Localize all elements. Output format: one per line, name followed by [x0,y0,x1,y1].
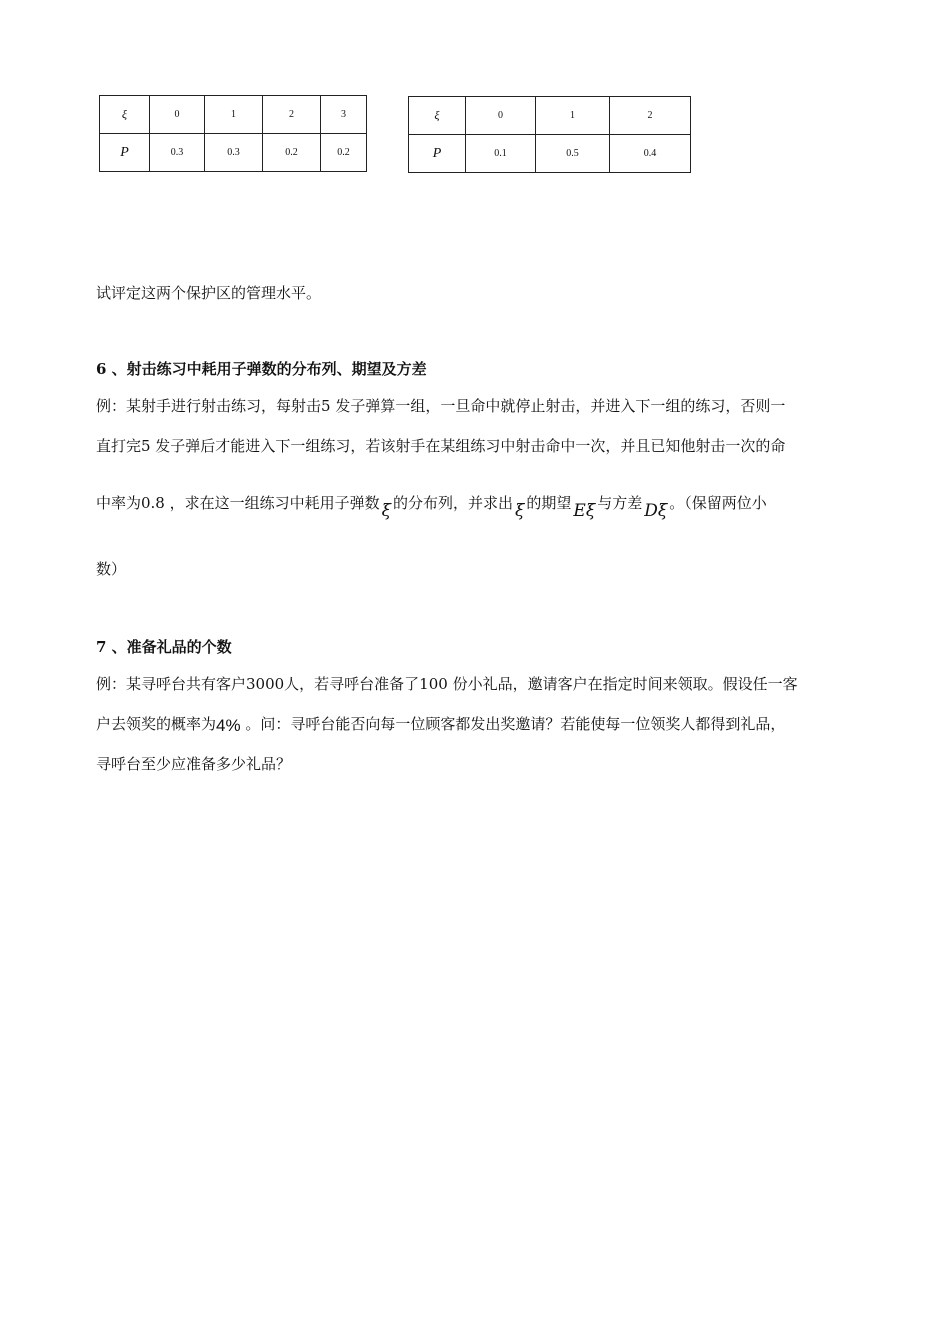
variance-symbol: Dξ [644,501,668,521]
table-row-p [100,134,367,172]
distribution-table-2 [408,96,691,173]
table-cell: 1 [205,96,263,134]
evaluate-sentence: 试评定这两个保护区的管理水平。 [96,284,322,302]
text-segment: 与方差 [597,494,643,512]
table-row-xi [409,97,691,135]
table-row-p [409,135,691,173]
xi-symbol: ξ [515,501,525,521]
table-cell: 0.1 [466,135,536,173]
table-cell: 2 [263,96,321,134]
section-6-line-1: 例：某射手进行射击练习，每射击5 发子弹算一组，一旦命中就停止射击，并进入下一组的练习，否则一 [96,397,786,415]
table-cell: 2 [610,97,691,135]
table-cell: 0.4 [610,135,691,173]
table-cell-p-label: P [100,134,150,172]
text-segment: 中率为0.8 ，求在这一组练习中耗用子弹数 [96,494,380,512]
table-cell: 3 [321,96,367,134]
xi-symbol: ξ [381,501,391,521]
table-cell: 0.5 [536,135,610,173]
section-7-line-3: 寻呼台至少应准备多少礼品？ [96,755,292,773]
percentage-value: 4% [216,716,241,735]
table-cell-p-label: P [409,135,466,173]
section-6-line-2: 直打完5 发子弹后才能进入下一组练习，若该射手在某组练习中射击命中一次，并且已知他射击一次的命 [96,437,786,455]
table-row-xi [100,96,367,134]
section-6-line-4: 数） [96,560,127,578]
section-6-title: 6 、射击练习中耗用子弹数的分布列、期望及方差 [96,360,427,378]
table-cell-xi-label: ξ [409,97,466,135]
expectation-symbol: Eξ [573,501,596,521]
section-6-line-3 [96,493,767,521]
section-7-line-1: 例：某寻呼台共有客户3000人，若寻呼台准备了100 份小礼品，邀请客户在指定时间来领取。假设任一客 [96,675,798,693]
table-cell: 1 [536,97,610,135]
section-7-line-2 [96,714,785,734]
text-segment: 。（保留两位小 [669,494,767,512]
table-cell: 0.3 [150,134,205,172]
table-cell: 0 [150,96,205,134]
distribution-table-1 [99,95,367,172]
table-cell: 0 [466,97,536,135]
text-segment: 的分布列，并求出 [393,494,514,512]
table-cell-xi-label: ξ [100,96,150,134]
text-segment: 户去领奖的概率为 [96,715,217,733]
table-cell: 0.2 [321,134,367,172]
table-cell: 0.2 [263,134,321,172]
text-segment: 。问：寻呼台能否向每一位顾客都发出奖邀请？若能使每一位领奖人都得到礼品， [240,715,786,733]
section-7-title: 7 、准备礼品的个数 [96,638,232,656]
text-segment: 的期望 [526,494,572,512]
table-cell: 0.3 [205,134,263,172]
